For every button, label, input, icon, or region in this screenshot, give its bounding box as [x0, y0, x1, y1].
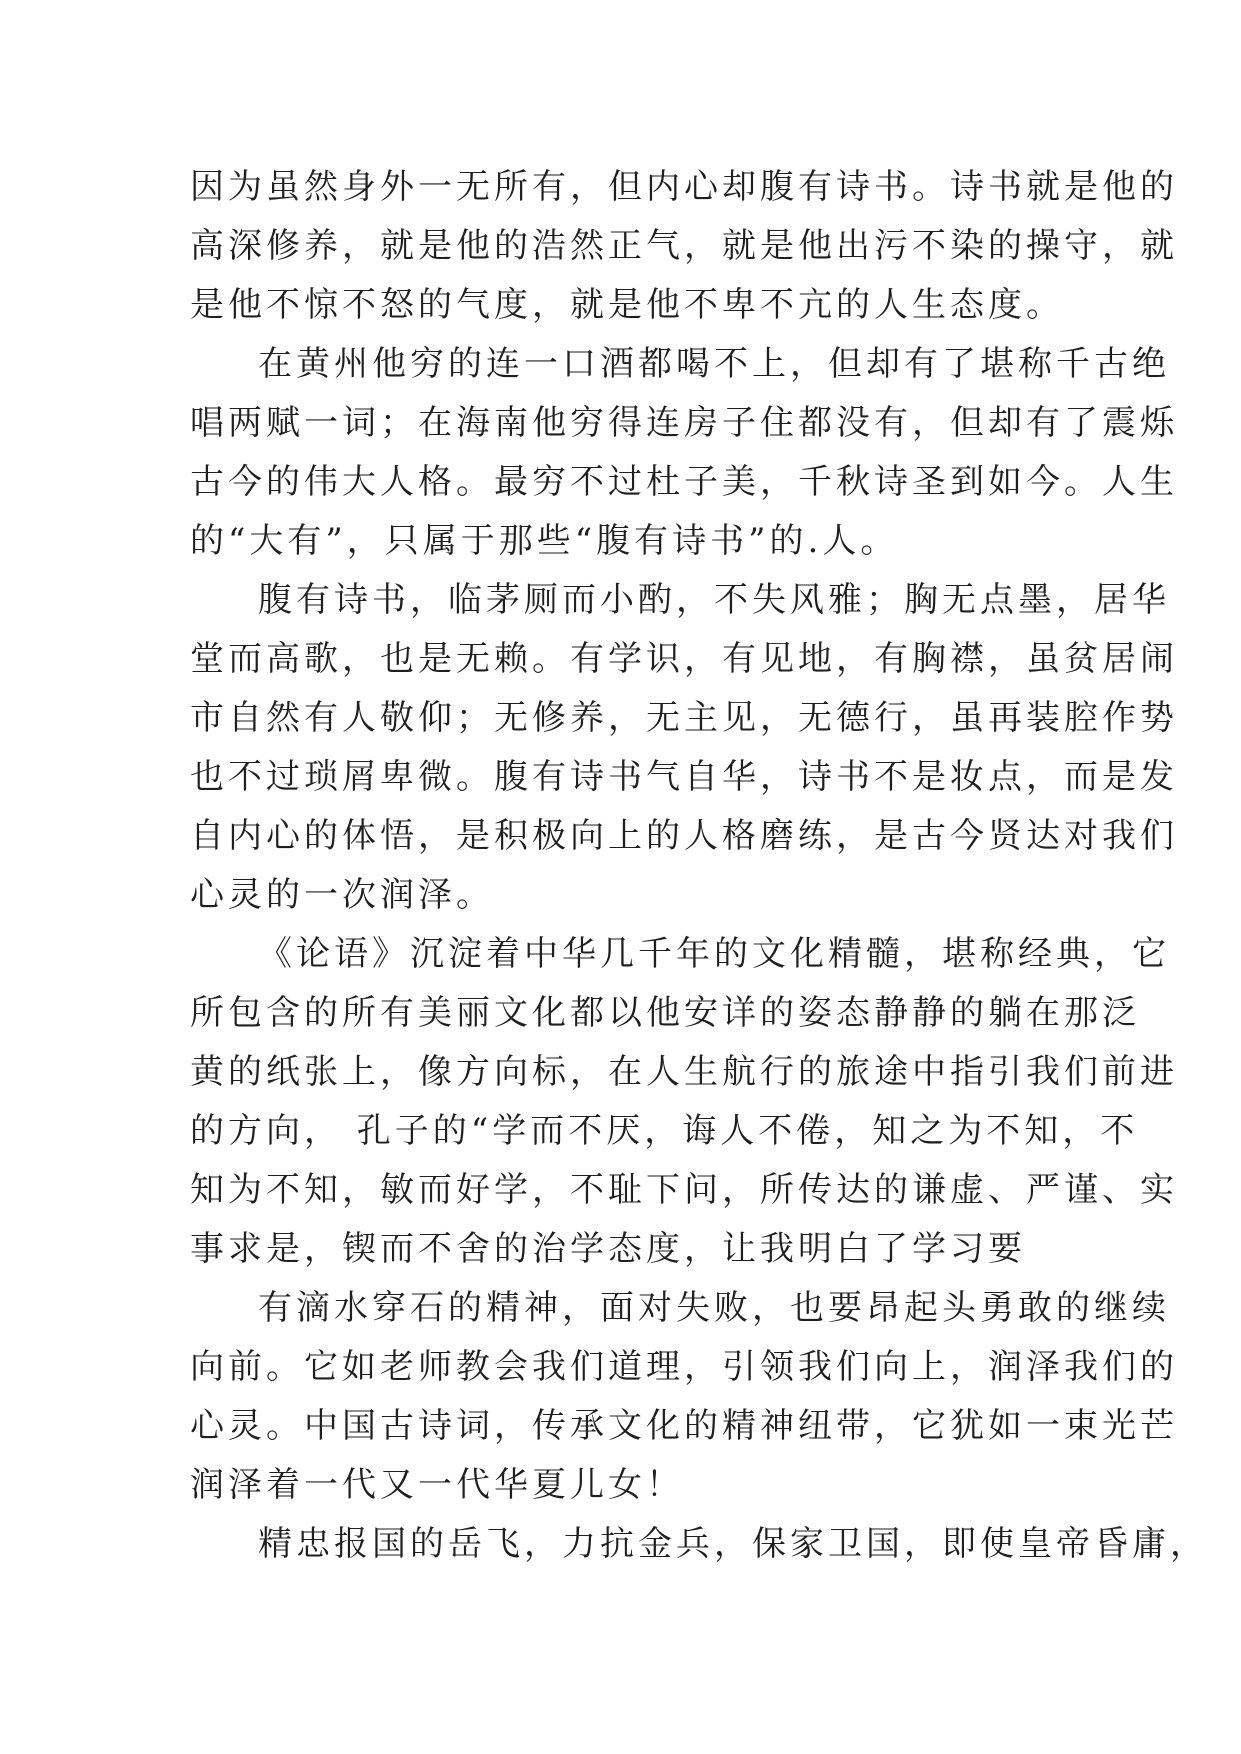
text-line: 知为不知，敏而好学，不耻下问，所传达的谦虚、严谨、实 [190, 1170, 1178, 1210]
text-line: 《论语》沉淀着中华几千年的文化精髓，堪称经典，它 [258, 934, 1170, 974]
text-line: 因为虽然身外一无所有，但内心却腹有诗书。诗书就是他的 [190, 167, 1178, 207]
document-body [190, 158, 1208, 1574]
text-line: 堂而高歌，也是无赖。有学识，有见地，有胸襟，虽贫居闹 [190, 639, 1178, 679]
text-line: 心灵。中国古诗词，传承文化的精神纽带，它犹如一束光芒 [190, 1406, 1178, 1446]
text-line: 自内心的体悟，是积极向上的人格磨练，是古今贤达对我们 [190, 816, 1178, 856]
text-line: 心灵的一次润泽。 [190, 875, 494, 915]
text-line: 腹有诗书，临茅厕而小酌，不失风雅；胸无点墨，居华 [258, 580, 1170, 620]
text-line: 黄的纸张上，像方向标，在人生航行的旅途中指引我们前进 [190, 1052, 1178, 1092]
text-line: 的“大有”，只属于那些“腹有诗书”的.人。 [190, 521, 899, 561]
text-line: 向前。它如老师教会我们道理，引领我们向上，润泽我们的 [190, 1347, 1178, 1387]
text-line: 古今的伟大人格。最穷不过杜子美，千秋诗圣到如今。人生 [190, 462, 1178, 502]
text-line: 的方向， 孔子的“学而不厌，诲人不倦，知之为不知，不 [190, 1111, 1139, 1151]
text-line: 唱两赋一词；在海南他穷得连房子住都没有，但却有了震烁 [190, 403, 1178, 443]
text-line: 所包含的所有美丽文化都以他安详的姿态静静的躺在那泛 [190, 993, 1140, 1033]
text-line: 事求是，锲而不舍的治学态度，让我明白了学习要 [190, 1229, 1026, 1269]
text-line: 高深修养，就是他的浩然正气，就是他出污不染的操守，就 [190, 226, 1178, 266]
text-line: 市自然有人敬仰；无修养，无主见，无德行，虽再装腔作势 [190, 698, 1178, 738]
text-line: 是他不惊不怒的气度，就是他不卑不亢的人生态度。 [190, 285, 1064, 325]
text-line: 有滴水穿石的精神，面对失败，也要昂起头勇敢的继续 [258, 1288, 1170, 1328]
text-line: 润泽着一代又一代华夏儿女！ [190, 1465, 684, 1505]
text-line: 精忠报国的岳飞，力抗金兵，保家卫国，即使皇帝昏庸， [258, 1524, 1208, 1564]
text-line: 也不过琐屑卑微。腹有诗书气自华，诗书不是妆点，而是发 [190, 757, 1178, 797]
text-line: 在黄州他穷的连一口酒都喝不上，但却有了堪称千古绝 [258, 344, 1170, 384]
